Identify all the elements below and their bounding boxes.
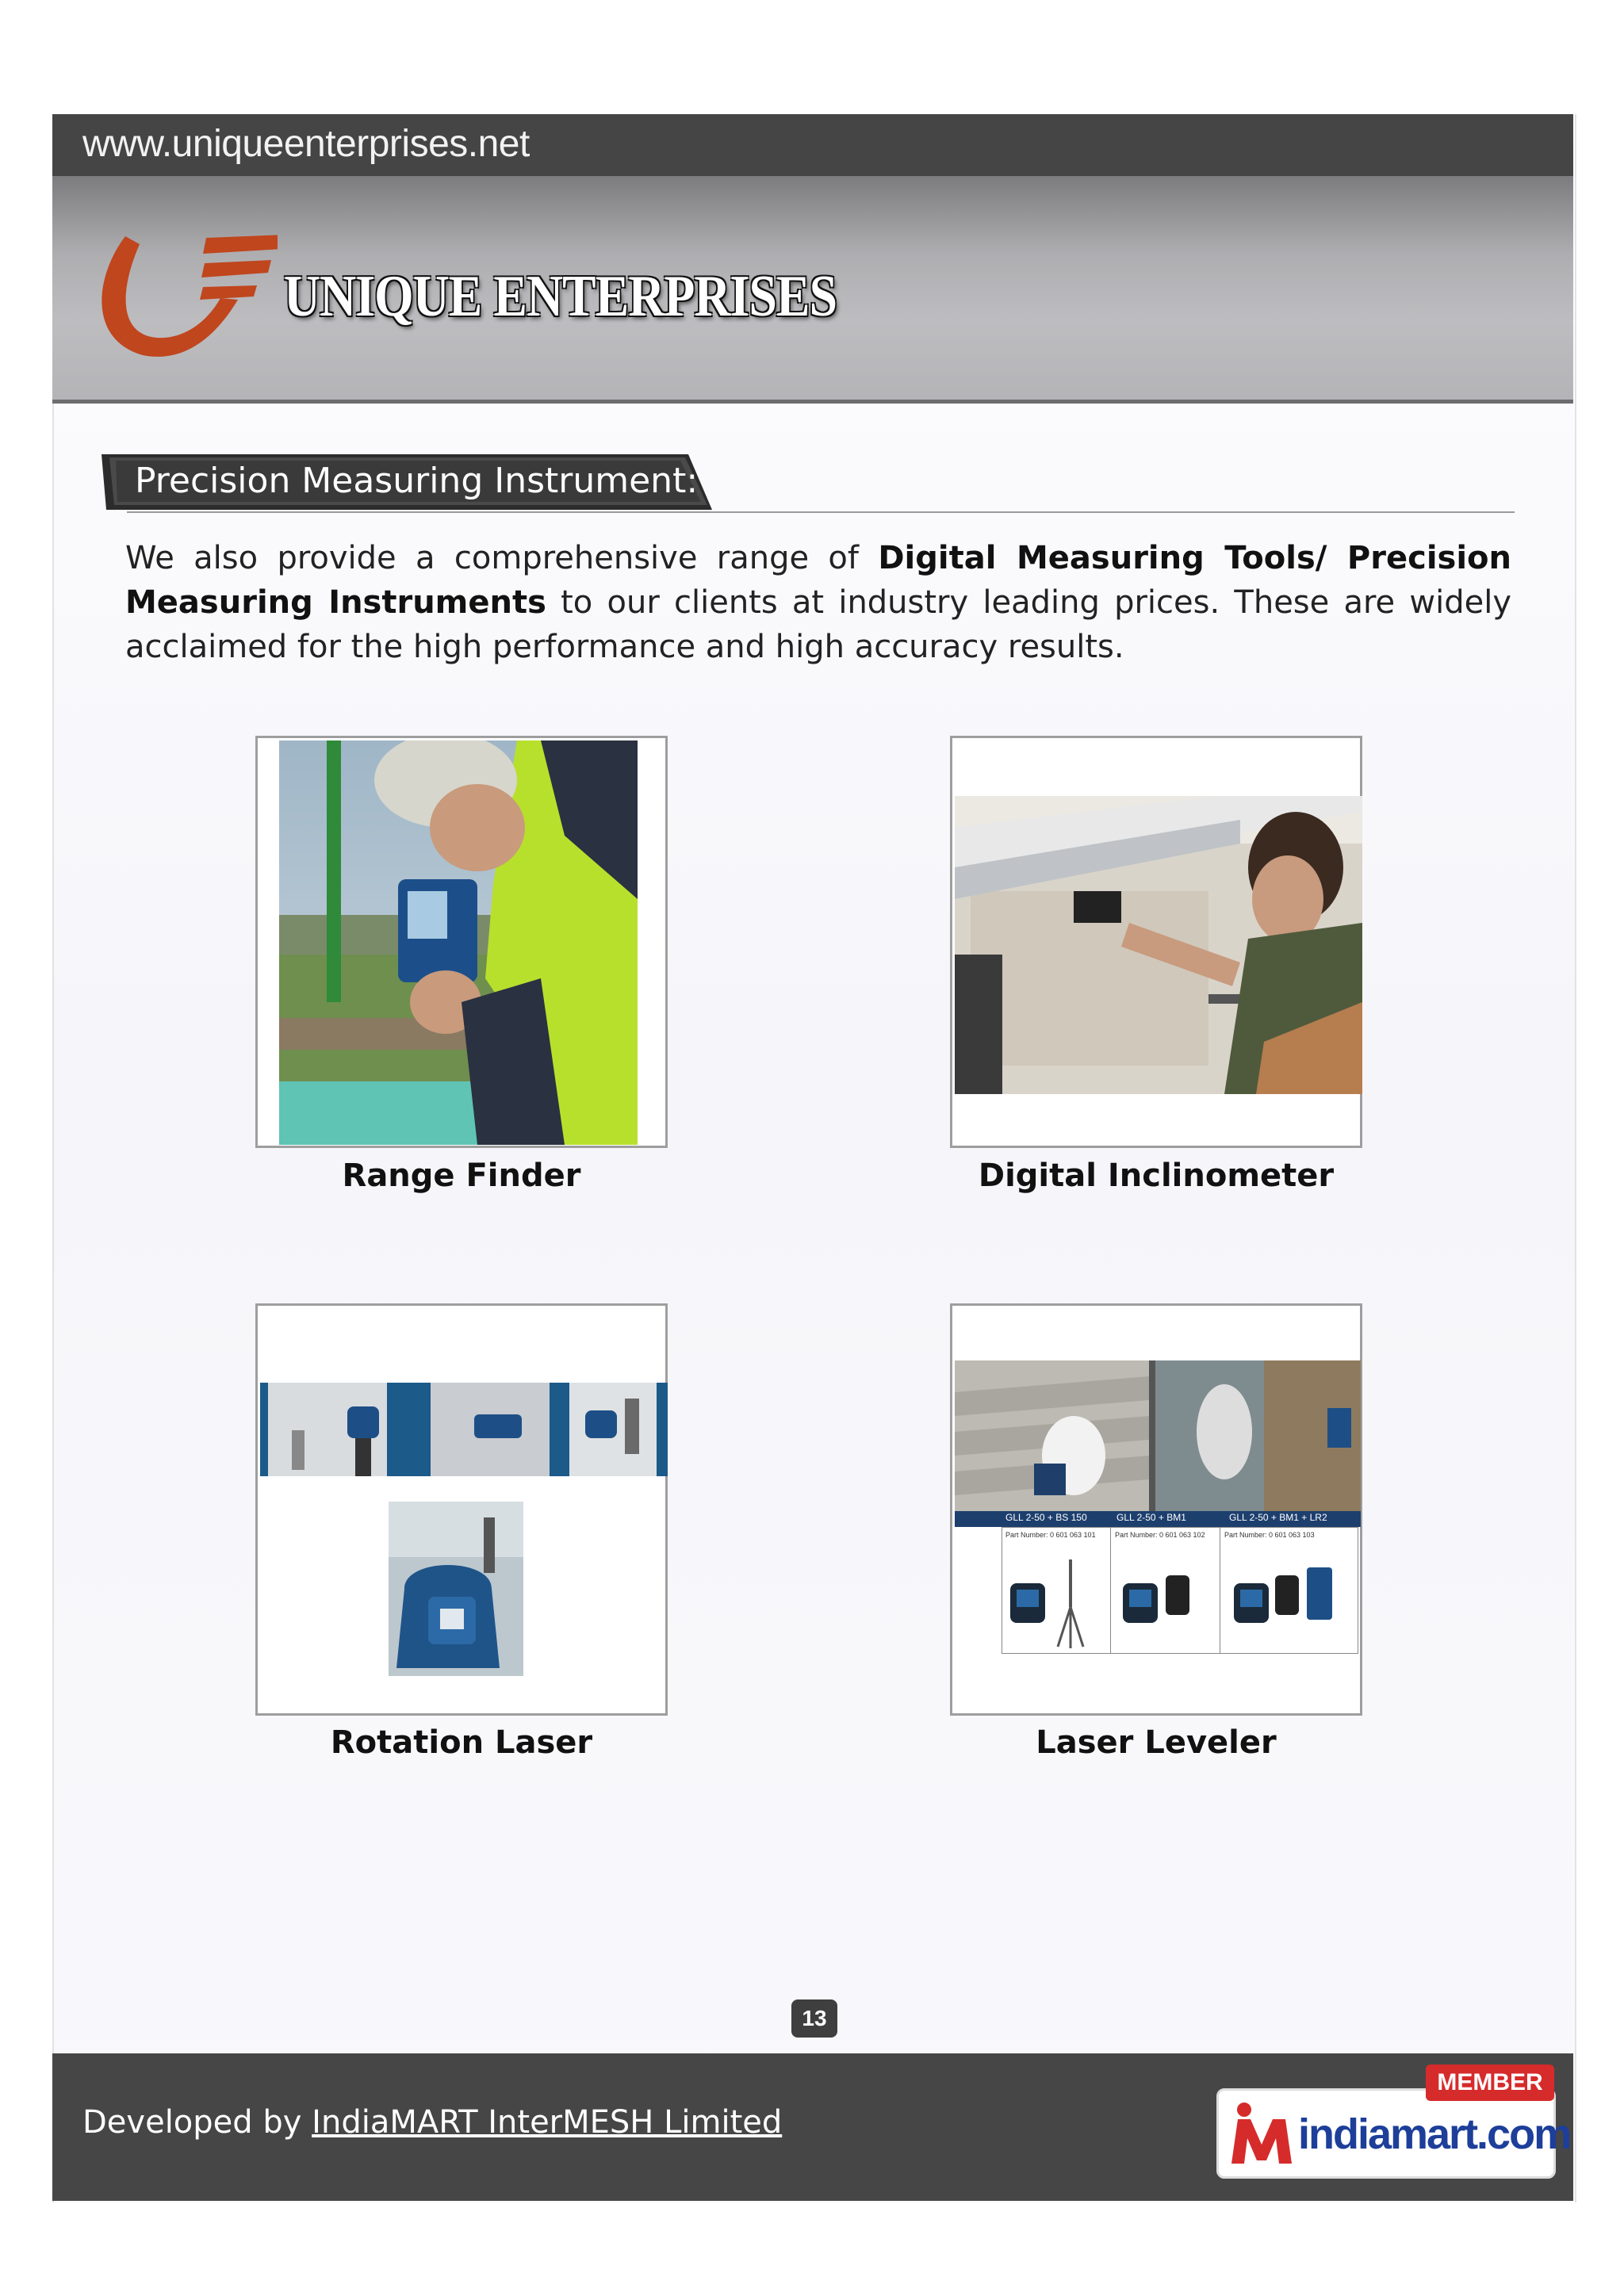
intro-text-end: to our clients at industry leading prices. These are widely acclaimed for the high performance and high accuracy results. [125, 584, 1511, 665]
product-label-range-finder: Range Finder [342, 1158, 581, 1194]
laser-leveler-kit-icons [1002, 1544, 1359, 1651]
kit-column-2-title: GLL 2-50 + BM1 [1116, 1512, 1186, 1523]
product-image-laser-leveler[interactable] [950, 1303, 1362, 1716]
indiamart-logo[interactable] [1216, 2088, 1571, 2179]
kit-2-part-number: Part Number: 0 601 063 102 [1115, 1531, 1205, 1539]
website-url[interactable]: www.uniqueenterprises.net [82, 123, 530, 165]
intro-highlight: Digital Measuring Tools/ Precision Measuring Instruments [125, 540, 1512, 621]
footer [52, 2053, 1573, 2201]
digital-inclinometer-photo [955, 796, 1362, 1094]
indiamart-link[interactable]: IndiaMART InterMESH Limited [312, 2104, 783, 2141]
rotation-laser-device-photo [389, 1502, 523, 1676]
footer-credit-prefix: Developed by [82, 2104, 312, 2141]
product-label-laser-leveler: Laser Leveler [1036, 1724, 1277, 1761]
section-title: Precision Measuring Instrument: [135, 461, 699, 501]
kit-3-part-number: Part Number: 0 601 063 103 [1224, 1531, 1315, 1539]
company-logo-icon [87, 220, 278, 363]
product-image-digital-inclinometer[interactable] [950, 736, 1362, 1148]
product-label-digital-inclinometer: Digital Inclinometer [978, 1158, 1335, 1194]
product-image-range-finder[interactable] [255, 736, 668, 1148]
member-badge: MEMBER [1426, 2064, 1554, 2101]
product-label-rotation-laser: Rotation Laser [330, 1724, 593, 1761]
header-banner [52, 176, 1573, 404]
page-number: 13 [791, 1999, 837, 2038]
product-image-rotation-laser[interactable] [255, 1303, 668, 1716]
laser-leveler-scene-photo [955, 1360, 1361, 1511]
rotation-laser-strip-photo [260, 1383, 668, 1476]
intro-text-start: We also provide a comprehensive range of [125, 540, 879, 576]
range-finder-photo [279, 740, 638, 1145]
company-name: UNIQUE ENTERPRISES [284, 264, 837, 329]
indiamart-m-logo-icon [1227, 2100, 1297, 2168]
indiamart-logo-text: indiamart.com [1298, 2110, 1571, 2158]
section-heading [102, 454, 730, 510]
kit-1-part-number: Part Number: 0 601 063 101 [1005, 1531, 1096, 1539]
laser-leveler-kit-table [1002, 1527, 1358, 1654]
heading-divider [127, 511, 1515, 513]
intro-paragraph [125, 536, 1511, 669]
url-bar [52, 114, 1573, 176]
laser-leveler-header-strip [955, 1511, 1361, 1527]
kit-column-3-title: GLL 2-50 + BM1 + LR2 [1229, 1512, 1327, 1523]
footer-credit [82, 2104, 782, 2141]
kit-column-1-title: GLL 2-50 + BS 150 [1005, 1512, 1087, 1523]
